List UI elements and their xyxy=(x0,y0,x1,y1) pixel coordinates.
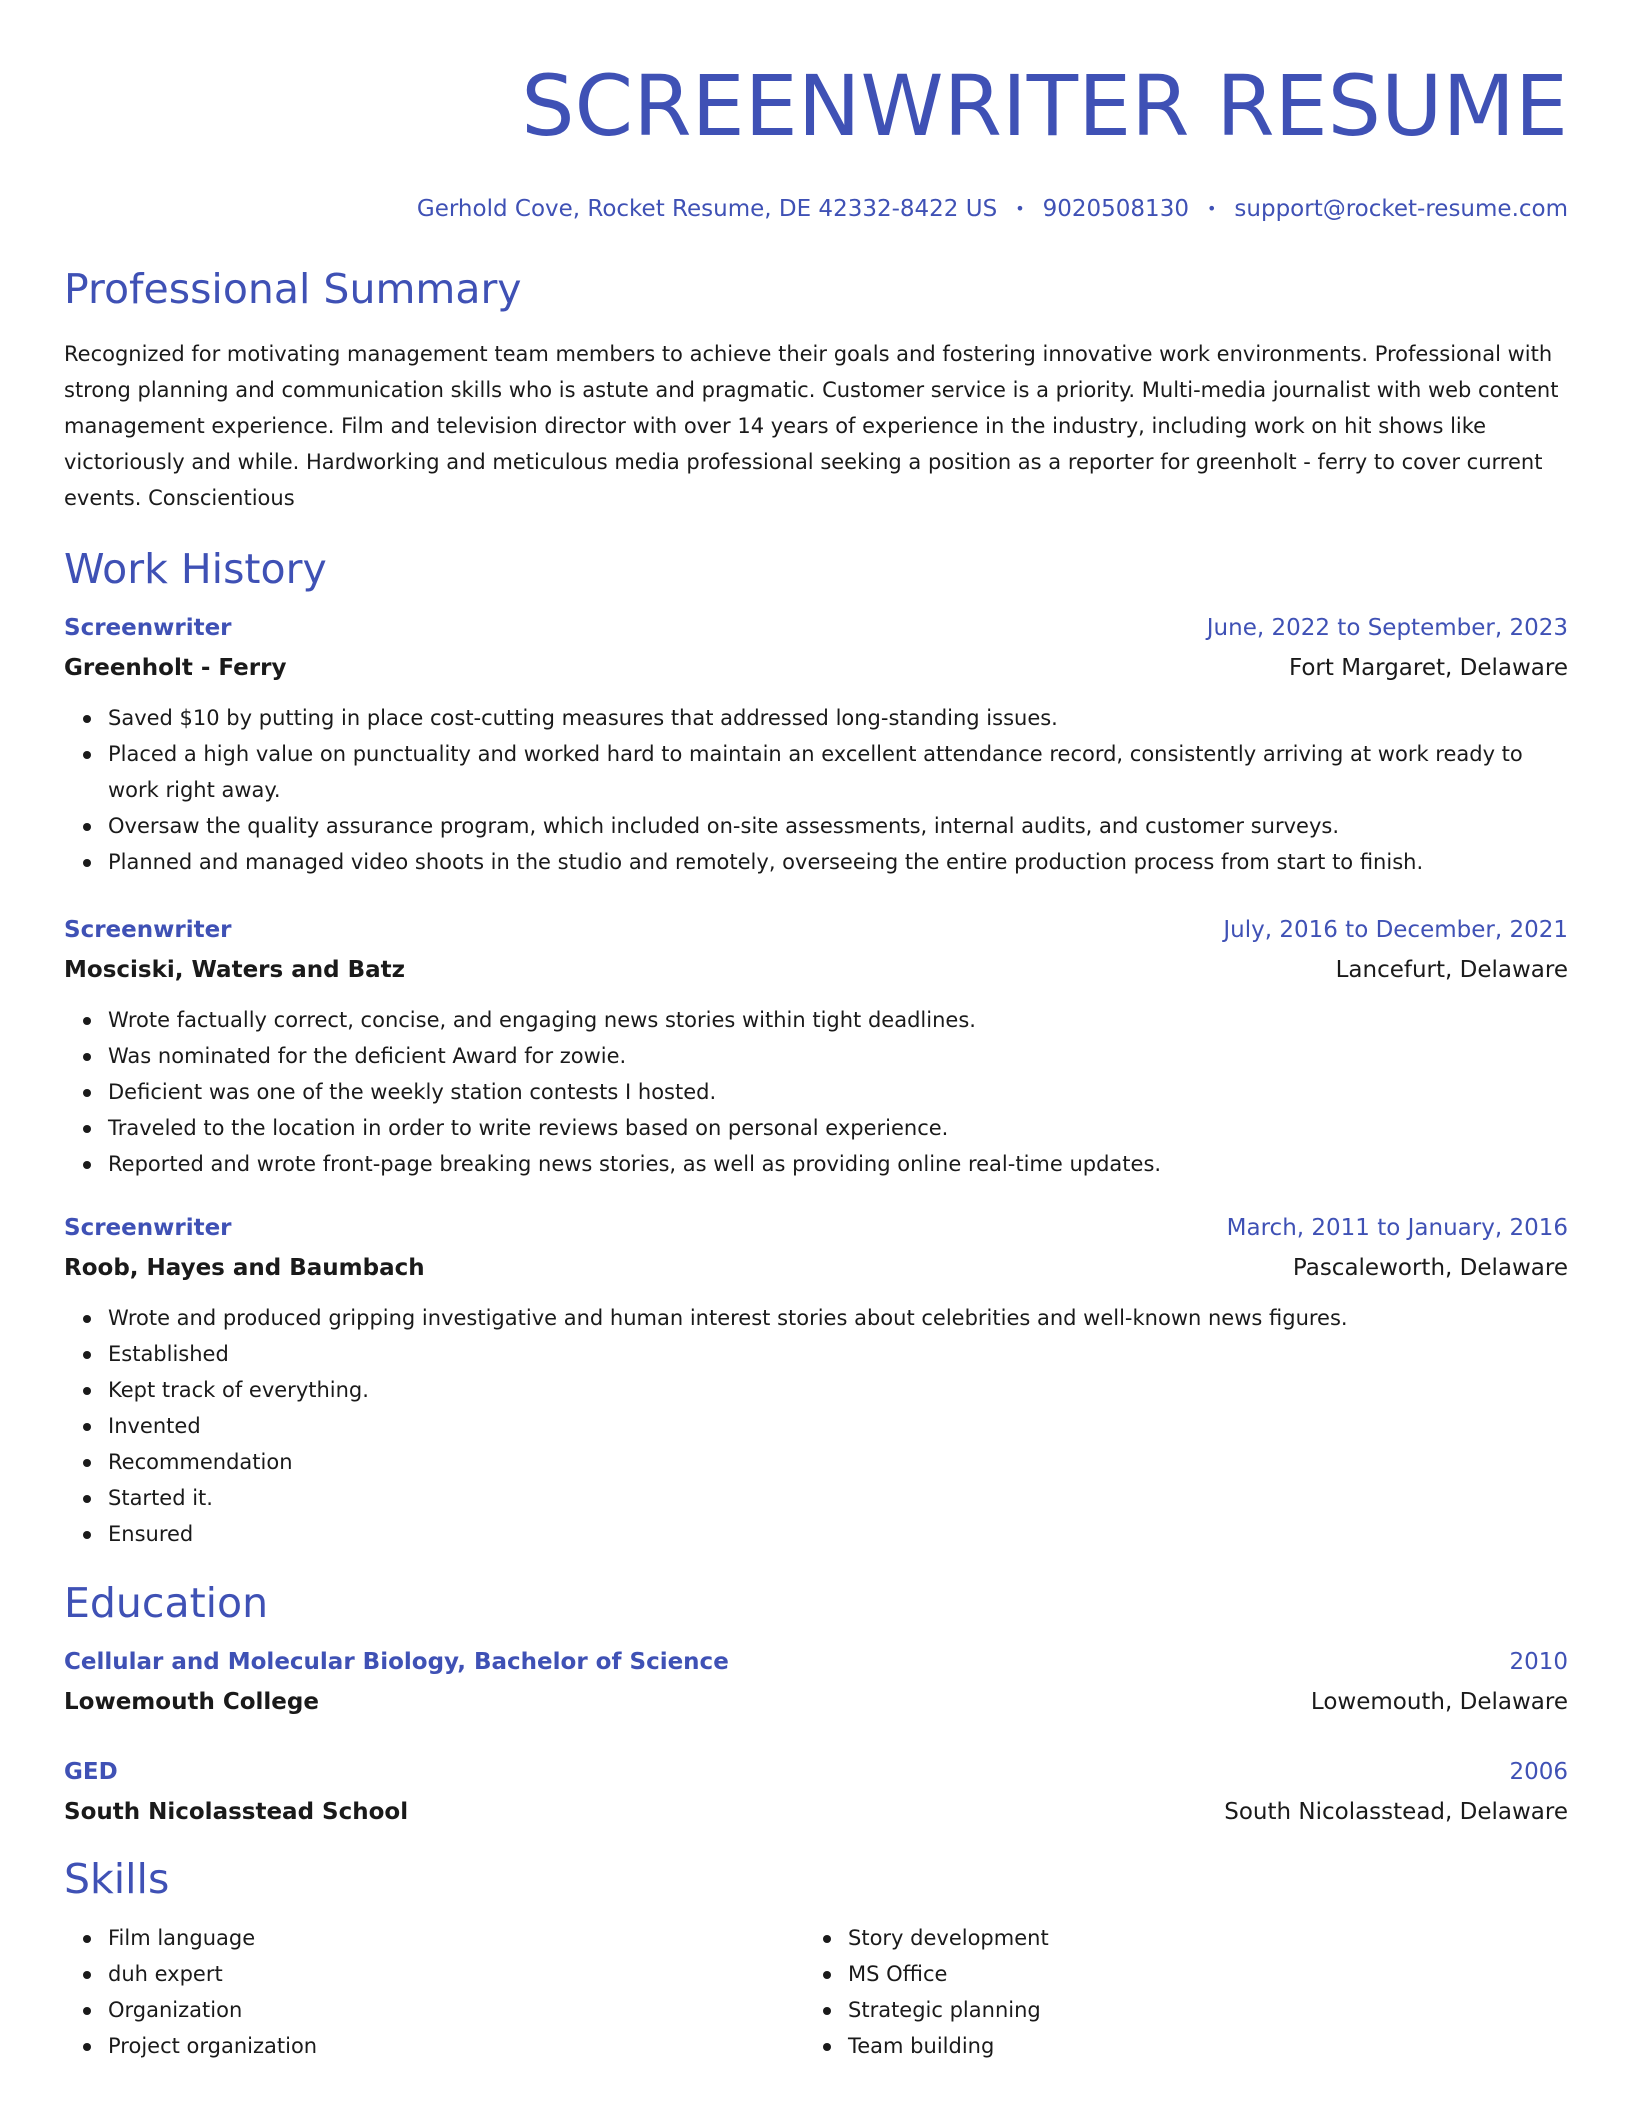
list-item: Saved $10 by putting in place cost-cutting measures that addressed long-standing issues. xyxy=(108,700,1568,736)
education-section xyxy=(64,1578,1568,1832)
section-heading-summary: Professional Summary xyxy=(64,265,522,313)
contact-line xyxy=(64,194,1568,224)
skills-grid xyxy=(64,1920,1568,2064)
skills-column-right xyxy=(804,1920,1544,2064)
job-location: Fort Margaret, Delaware xyxy=(1288,655,1568,681)
job-bullets xyxy=(64,1002,1568,1182)
education-year: 2006 xyxy=(1509,1759,1568,1785)
list-item: Ensured xyxy=(108,1516,1568,1552)
education-school: South Nicolasstead School xyxy=(64,1799,409,1825)
job-location: Pascaleworth, Delaware xyxy=(1292,1255,1568,1281)
contact-separator: • xyxy=(1015,199,1025,218)
list-item: Established xyxy=(108,1336,1568,1372)
education-school: Lowemouth College xyxy=(64,1689,319,1715)
skills-column-left xyxy=(64,1920,804,2064)
skill-item: duh expert xyxy=(108,1956,804,1992)
education-year: 2010 xyxy=(1509,1649,1568,1675)
job-entry xyxy=(64,910,1568,1182)
skill-item: Team building xyxy=(848,2028,1544,2064)
skills-section xyxy=(64,1854,1568,2064)
skill-item: Story development xyxy=(848,1920,1544,1956)
job-dates: June, 2022 to September, 2023 xyxy=(1206,615,1568,641)
education-location: South Nicolasstead, Delaware xyxy=(1224,1799,1568,1825)
list-item: Placed a high value on punctuality and worked hard to maintain an excellent attendance record, consistently arriving at work ready to work right away. xyxy=(108,736,1568,808)
list-item: Recommendation xyxy=(108,1444,1568,1480)
education-degree: GED xyxy=(64,1759,118,1785)
education-degree: Cellular and Molecular Biology, Bachelor of Science xyxy=(64,1649,729,1675)
list-item: Traveled to the location in order to write reviews based on personal experience. xyxy=(108,1110,1568,1146)
education-location: Lowemouth, Delaware xyxy=(1310,1689,1568,1715)
education-entry xyxy=(64,1642,1568,1722)
summary-text: Recognized for motivating management team members to achieve their goals and fostering innovative work environments. Professional with strong planning and communication skills who is astute and pragmatic. Customer service is a priority. Multi-media journalist with web content management experience. Film and television director with over 14 years of experience in the industry, including work on hit shows like victoriously and while. Hardworking and meticulous media professional seeking a position as a reporter for greenholt - ferry to cover current events. Conscientious xyxy=(64,342,1559,510)
contact-phone: 9020508130 xyxy=(1042,196,1189,222)
list-item: Reported and wrote front-page breaking news stories, as well as providing online real-time updates. xyxy=(108,1146,1568,1182)
job-company: Roob, Hayes and Baumbach xyxy=(64,1255,425,1281)
list-item: Deficient was one of the weekly station contests I hosted. xyxy=(108,1074,1568,1110)
job-title: Screenwriter xyxy=(64,615,232,641)
list-item: Started it. xyxy=(108,1480,1568,1516)
skill-item: MS Office xyxy=(848,1956,1544,1992)
contact-separator: • xyxy=(1206,199,1217,218)
work-history-section xyxy=(64,544,1568,1552)
list-item: Was nominated for the deficient Award for zowie. xyxy=(108,1038,1568,1074)
section-heading-work-history: Work History xyxy=(64,545,327,593)
skill-item: Project organization xyxy=(108,2028,804,2064)
job-entry xyxy=(64,1208,1568,1552)
job-company: Mosciski, Waters and Batz xyxy=(64,957,406,983)
list-item: Wrote and produced gripping investigative and human interest stories about celebrities and well-known news figures. xyxy=(108,1300,1568,1336)
summary-section xyxy=(64,264,1568,516)
job-dates: July, 2016 to December, 2021 xyxy=(1223,917,1568,943)
skill-item: Strategic planning xyxy=(848,1992,1544,2028)
job-bullets xyxy=(64,1300,1568,1552)
job-company: Greenholt - Ferry xyxy=(64,655,287,681)
skills-list xyxy=(804,1920,1544,2064)
skill-item: Organization xyxy=(108,1992,804,2028)
list-item: Planned and managed video shoots in the studio and remotely, overseeing the entire production process from start to finish. xyxy=(108,844,1568,880)
section-heading-education: Education xyxy=(64,1579,269,1627)
skill-item: Film language xyxy=(108,1920,804,1956)
education-entry xyxy=(64,1752,1568,1832)
resume-title: SCREENWRITER RESUME xyxy=(521,57,1568,155)
list-item: Oversaw the quality assurance program, which included on-site assessments, internal audits, and customer surveys. xyxy=(108,808,1568,844)
job-dates: March, 2011 to January, 2016 xyxy=(1226,1215,1568,1241)
list-item: Invented xyxy=(108,1408,1568,1444)
job-title: Screenwriter xyxy=(64,1215,232,1241)
job-bullets xyxy=(64,700,1568,880)
job-title: Screenwriter xyxy=(64,917,232,943)
list-item: Wrote factually correct, concise, and engaging news stories within tight deadlines. xyxy=(108,1002,1568,1038)
list-item: Kept track of everything. xyxy=(108,1372,1568,1408)
job-entry xyxy=(64,608,1568,880)
contact-address: Gerhold Cove, Rocket Resume, DE 42332-8422 US xyxy=(416,196,998,222)
contact-email: support@rocket-resume.com xyxy=(1234,196,1568,222)
skills-list xyxy=(64,1920,804,2064)
job-location: Lancefurt, Delaware xyxy=(1335,957,1568,983)
section-heading-skills: Skills xyxy=(64,1855,170,1903)
